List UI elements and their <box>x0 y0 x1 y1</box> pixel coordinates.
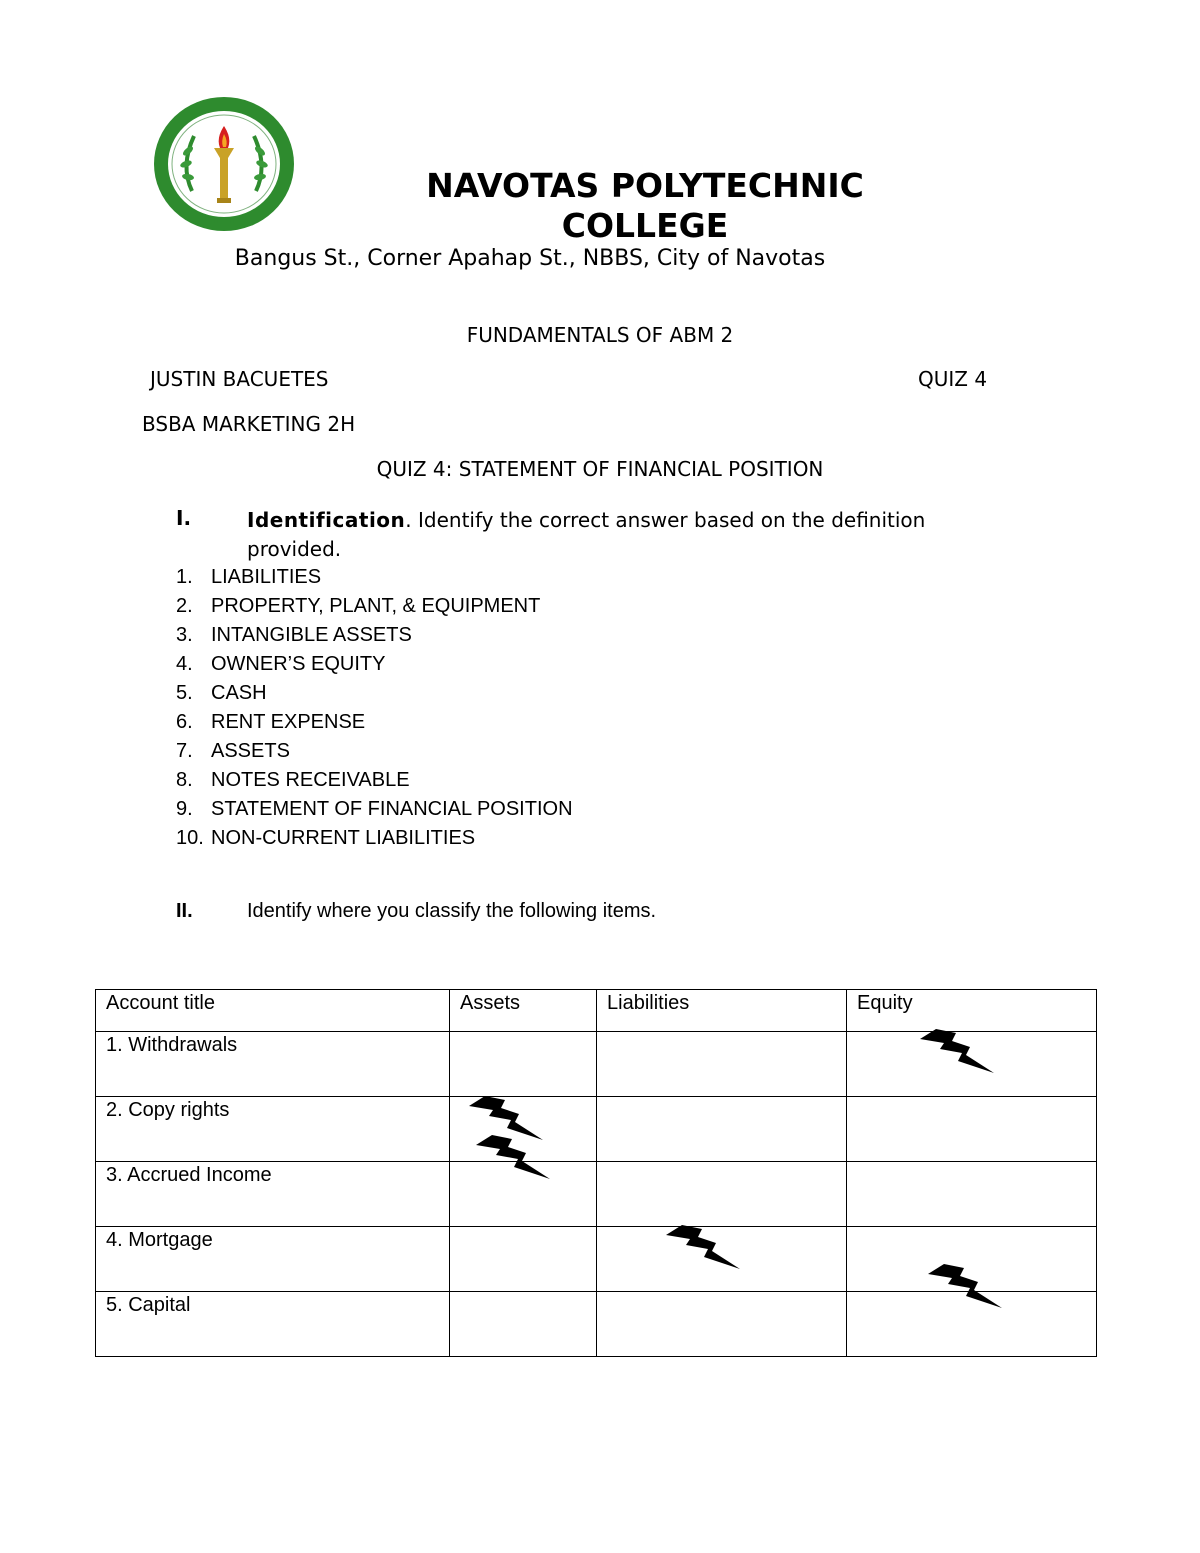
assets-cell <box>450 1032 597 1097</box>
list-item <box>176 563 573 592</box>
section1-instruction-text: . Identify the correct answer based on the definition provided. <box>247 508 926 561</box>
item-answer: OWNER’S EQUITY <box>211 653 386 675</box>
header-assets: Assets <box>450 990 597 1032</box>
item-answer: NOTES RECEIVABLE <box>211 769 410 791</box>
account-title-cell: 5. Capital <box>96 1292 450 1357</box>
institution-name-line2: COLLEGE <box>561 206 729 245</box>
item-number: 5. <box>176 682 193 704</box>
list-item <box>176 824 573 853</box>
equity-cell <box>847 1097 1097 1162</box>
student-name: JUSTIN BACUETES <box>150 367 329 391</box>
list-item <box>176 650 573 679</box>
item-answer: CASH <box>211 682 267 704</box>
item-answer: PROPERTY, PLANT, & EQUIPMENT <box>211 595 541 617</box>
item-answer: STATEMENT OF FINANCIAL POSITION <box>211 798 573 820</box>
item-number: 10. <box>176 827 204 849</box>
item-number: 6. <box>176 711 193 733</box>
section1-heading: Identification <box>247 508 406 532</box>
institution-name-line1: NAVOTAS POLYTECHNIC <box>426 166 864 205</box>
identification-answer-list <box>176 563 573 853</box>
item-number: 2. <box>176 595 193 617</box>
check-mark-mortgage-liabilities <box>664 1223 742 1271</box>
item-answer: INTANGIBLE ASSETS <box>211 624 412 646</box>
section1-instruction <box>247 506 1007 564</box>
institution-address: Bangus St., Corner Apahap St., NBBS, City of Navotas <box>234 246 826 271</box>
item-answer: ASSETS <box>211 740 290 762</box>
account-title-cell: 3. Accrued Income <box>96 1162 450 1227</box>
check-mark-withdrawals-equity <box>918 1027 996 1075</box>
header-equity: Equity <box>847 990 1097 1032</box>
assets-cell <box>450 1292 597 1357</box>
item-number: 8. <box>176 769 193 791</box>
item-number: 9. <box>176 798 193 820</box>
course-title: FUNDAMENTALS OF ABM 2 <box>466 323 734 347</box>
item-answer: LIABILITIES <box>211 566 322 588</box>
assets-cell <box>450 1227 597 1292</box>
item-number: 4. <box>176 653 193 675</box>
list-item <box>176 737 573 766</box>
section1-number: I. <box>176 506 192 530</box>
header-liabilities: Liabilities <box>597 990 847 1032</box>
check-mark-accrued-income-assets <box>474 1133 552 1181</box>
program-section: BSBA MARKETING 2H <box>142 412 356 436</box>
item-number: 1. <box>176 566 193 588</box>
item-number: 7. <box>176 740 193 762</box>
liabilities-cell <box>597 1097 847 1162</box>
section2-instruction: Identify where you classify the following items. <box>247 900 657 922</box>
item-answer: NON-CURRENT LIABILITIES <box>211 827 476 849</box>
table-row <box>96 1097 1097 1162</box>
liabilities-cell <box>597 1292 847 1357</box>
check-mark-capital-equity <box>926 1262 1004 1310</box>
account-title-cell: 4. Mortgage <box>96 1227 450 1292</box>
quiz-title: QUIZ 4: STATEMENT OF FINANCIAL POSITION <box>376 457 824 481</box>
account-title-cell: 1. Withdrawals <box>96 1032 450 1097</box>
list-item <box>176 621 573 650</box>
list-item <box>176 708 573 737</box>
list-item <box>176 795 573 824</box>
list-item <box>176 592 573 621</box>
header-account-title: Account title <box>96 990 450 1032</box>
list-item <box>176 679 573 708</box>
item-number: 3. <box>176 624 193 646</box>
table-row <box>96 1162 1097 1227</box>
list-item <box>176 766 573 795</box>
account-title-cell: 2. Copy rights <box>96 1097 450 1162</box>
quiz-label: QUIZ 4 <box>918 367 988 391</box>
liabilities-cell <box>597 1032 847 1097</box>
table-header-row <box>96 990 1097 1032</box>
equity-cell <box>847 1162 1097 1227</box>
item-answer: RENT EXPENSE <box>211 711 366 733</box>
liabilities-cell <box>597 1162 847 1227</box>
college-seal-logo <box>152 96 296 236</box>
section2-number: II. <box>176 900 193 922</box>
